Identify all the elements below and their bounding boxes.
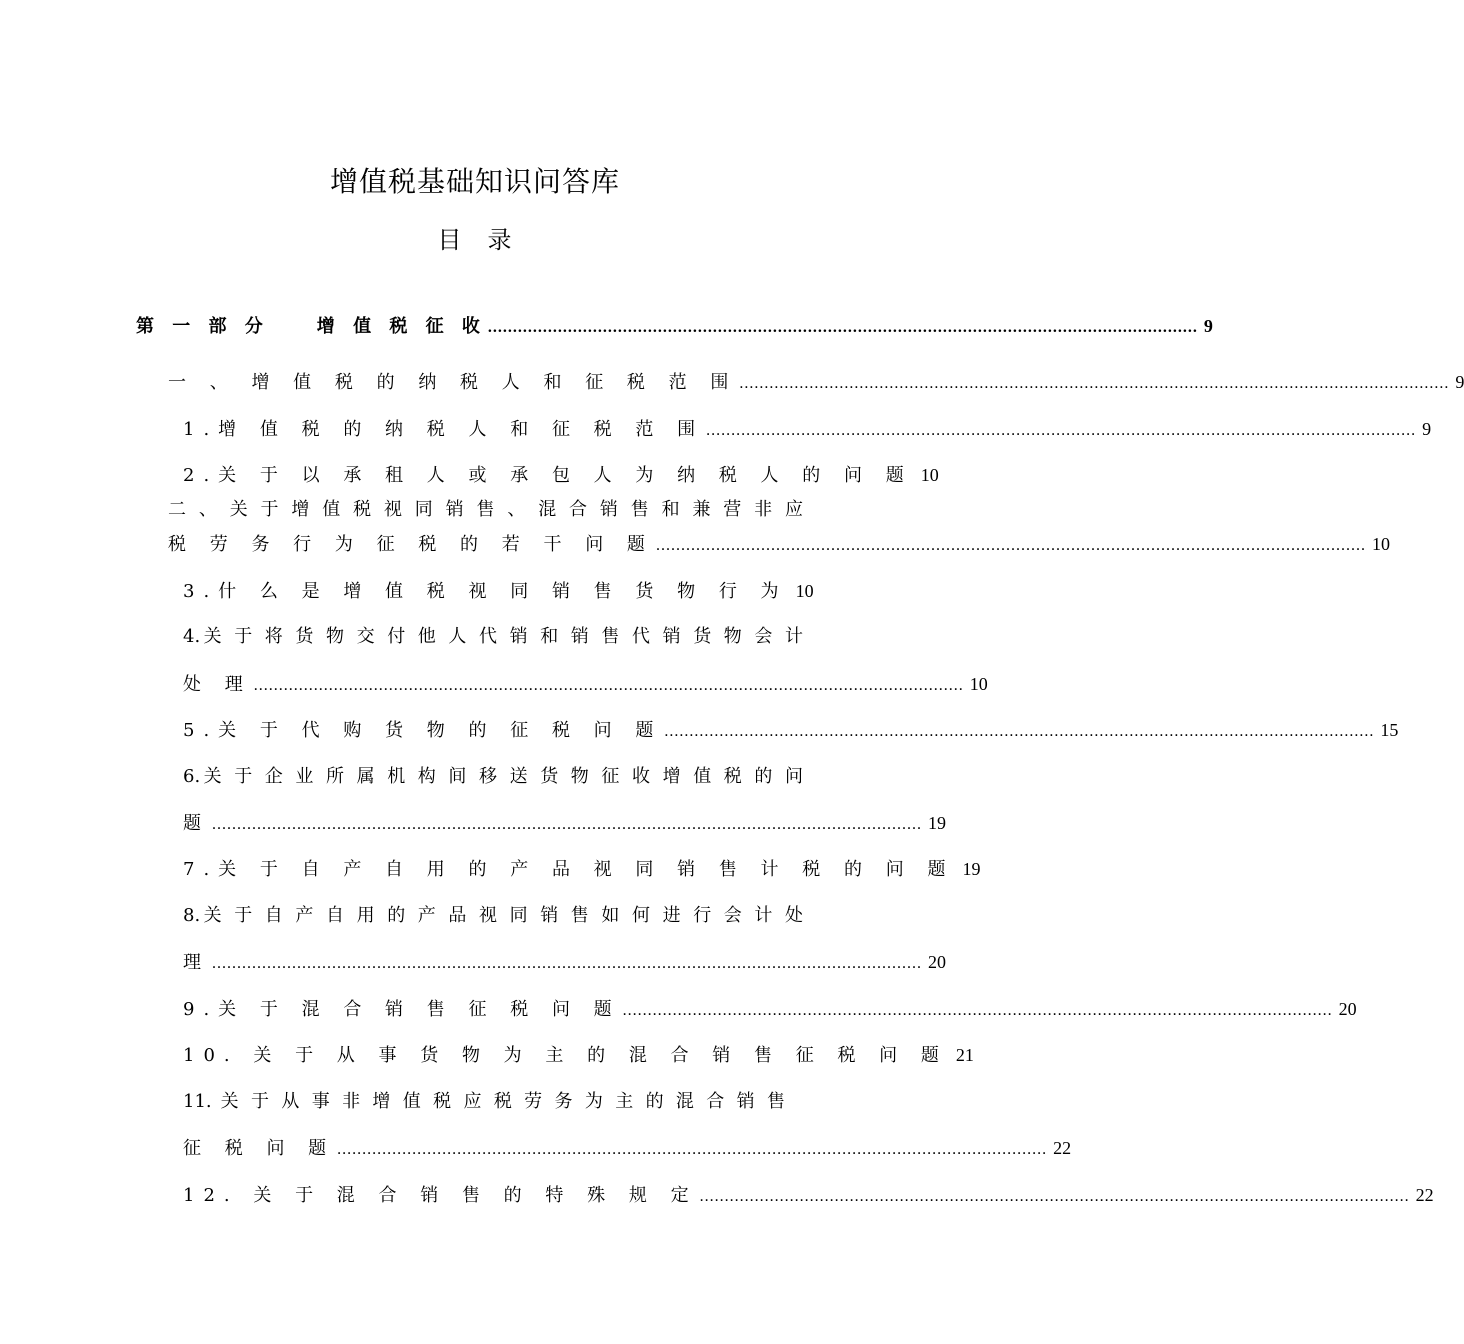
- toc-entry-item3[interactable]: [183, 577, 814, 605]
- toc-entry-item7[interactable]: [183, 855, 981, 883]
- toc-page-number: 19: [928, 813, 946, 833]
- toc-leader: ..............................................................................................................................................: [706, 422, 1417, 439]
- toc-entry-part1[interactable]: [136, 312, 1213, 340]
- toc-entry-text: 9.关 于 混 合 销 售 征 税 问 题: [183, 999, 621, 1020]
- toc-entry-text: 12. 关 于 混 合 销 售 的 特 殊 规 定: [183, 1185, 698, 1206]
- toc-entry-text: 1.增 值 税 的 纳 税 人 和 征 税 范 围: [183, 419, 705, 440]
- toc-leader: ..............................................................................................................................................: [212, 816, 922, 833]
- toc-entry-item2[interactable]: [183, 461, 939, 489]
- toc-entry-item10[interactable]: [183, 1041, 974, 1069]
- toc-entry-item11[interactable]: [183, 1134, 1072, 1162]
- toc-entry-item12[interactable]: [183, 1181, 1434, 1209]
- toc-page-number: 10: [969, 674, 988, 694]
- toc-entry-text: 2.关 于 以 承 租 人 或 承 包 人 为 纳 税 人 的 问 题: [183, 465, 913, 486]
- toc-entry-item8[interactable]: [183, 948, 946, 976]
- toc-leader: ..............................................................................................................................................: [739, 375, 1450, 392]
- toc-page-number: 10: [920, 465, 939, 485]
- toc-page-number: 20: [1338, 999, 1357, 1019]
- toc-entry-item4[interactable]: [183, 670, 988, 698]
- toc-page-number: 9: [1455, 372, 1464, 392]
- toc-entry-text: 一 、 增 值 税 的 纳 税 人 和 征 税 范 围: [168, 372, 738, 393]
- toc-entry-text: 题: [183, 813, 210, 834]
- toc-page-number: 10: [795, 581, 814, 601]
- toc-entry-item9[interactable]: [183, 995, 1357, 1023]
- toc-leader: ..............................................................................................................................................: [664, 723, 1375, 740]
- toc-entry-text: 5.关 于 代 购 货 物 的 征 税 问 题: [183, 720, 663, 741]
- toc-entry-text: 3.什 么 是 增 值 税 视 同 销 售 货 物 行 为: [183, 581, 788, 602]
- toc-entry-item4-line1[interactable]: 4.关 于 将 货 物 交 付 他 人 代 销 和 销 售 代 销 货 物 会 计: [183, 626, 803, 647]
- toc-page-number: 15: [1380, 720, 1399, 740]
- toc-entry-item6-line1[interactable]: 6.关 于 企 业 所 属 机 构 间 移 送 货 物 征 收 增 值 税 的 问: [183, 766, 803, 787]
- toc-leader: ..............................................................................................................................................: [487, 319, 1198, 336]
- document-title: 增值税基础知识问答库: [329, 165, 620, 198]
- toc-leader: ..............................................................................................................................................: [337, 1141, 1048, 1158]
- toc-entry-section1[interactable]: [168, 368, 1464, 396]
- toc-page-number: 20: [928, 952, 946, 972]
- toc-entry-text: 理: [183, 952, 210, 973]
- toc-entry-text: 第 一 部 分 增 值 税 征 收: [136, 316, 486, 337]
- toc-leader: ..............................................................................................................................................: [212, 955, 922, 972]
- toc-entry-text: 征 税 问 题: [183, 1138, 336, 1159]
- toc-entry-section2[interactable]: [168, 530, 1390, 558]
- toc-page-number: 9: [1422, 419, 1432, 439]
- toc-page-number: 19: [962, 859, 981, 879]
- toc-entry-item8-line1[interactable]: 8.关 于 自 产 自 用 的 产 品 视 同 销 售 如 何 进 行 会 计 处: [183, 905, 803, 926]
- toc-entry-text: 7.关 于 自 产 自 用 的 产 品 视 同 销 售 计 税 的 问 题: [183, 859, 955, 880]
- toc-leader: ..............................................................................................................................................: [655, 537, 1366, 554]
- toc-entry-text: 处 理: [183, 674, 252, 695]
- toc-leader: ..............................................................................................................................................: [622, 1002, 1333, 1019]
- toc-entry-item6[interactable]: [183, 809, 946, 837]
- toc-page-number: 9: [1203, 316, 1213, 336]
- toc-entry-item11-line1[interactable]: 11. 关 于 从 事 非 增 值 税 应 税 劳 务 为 主 的 混 合 销 售: [183, 1091, 785, 1112]
- toc-entry-item1[interactable]: [183, 415, 1432, 443]
- toc-leader: ..............................................................................................................................................: [699, 1188, 1410, 1205]
- toc-heading: 目 录: [437, 226, 513, 254]
- toc-page-number: 22: [1053, 1138, 1072, 1158]
- toc-entry-section2-line1[interactable]: 二 、 关 于 增 值 税 视 同 销 售 、 混 合 销 售 和 兼 营 非 应: [168, 499, 803, 520]
- toc-entry-text: 10. 关 于 从 事 货 物 为 主 的 混 合 销 售 征 税 问 题: [183, 1045, 948, 1066]
- toc-entry-item5[interactable]: [183, 716, 1399, 744]
- toc-page-number: 22: [1415, 1185, 1434, 1205]
- toc-leader: ..............................................................................................................................................: [253, 677, 964, 694]
- toc-entry-text: 税 劳 务 行 为 征 税 的 若 干 问 题: [168, 534, 654, 555]
- toc-page-number: 10: [1371, 534, 1390, 554]
- toc-page-number: 21: [955, 1045, 974, 1065]
